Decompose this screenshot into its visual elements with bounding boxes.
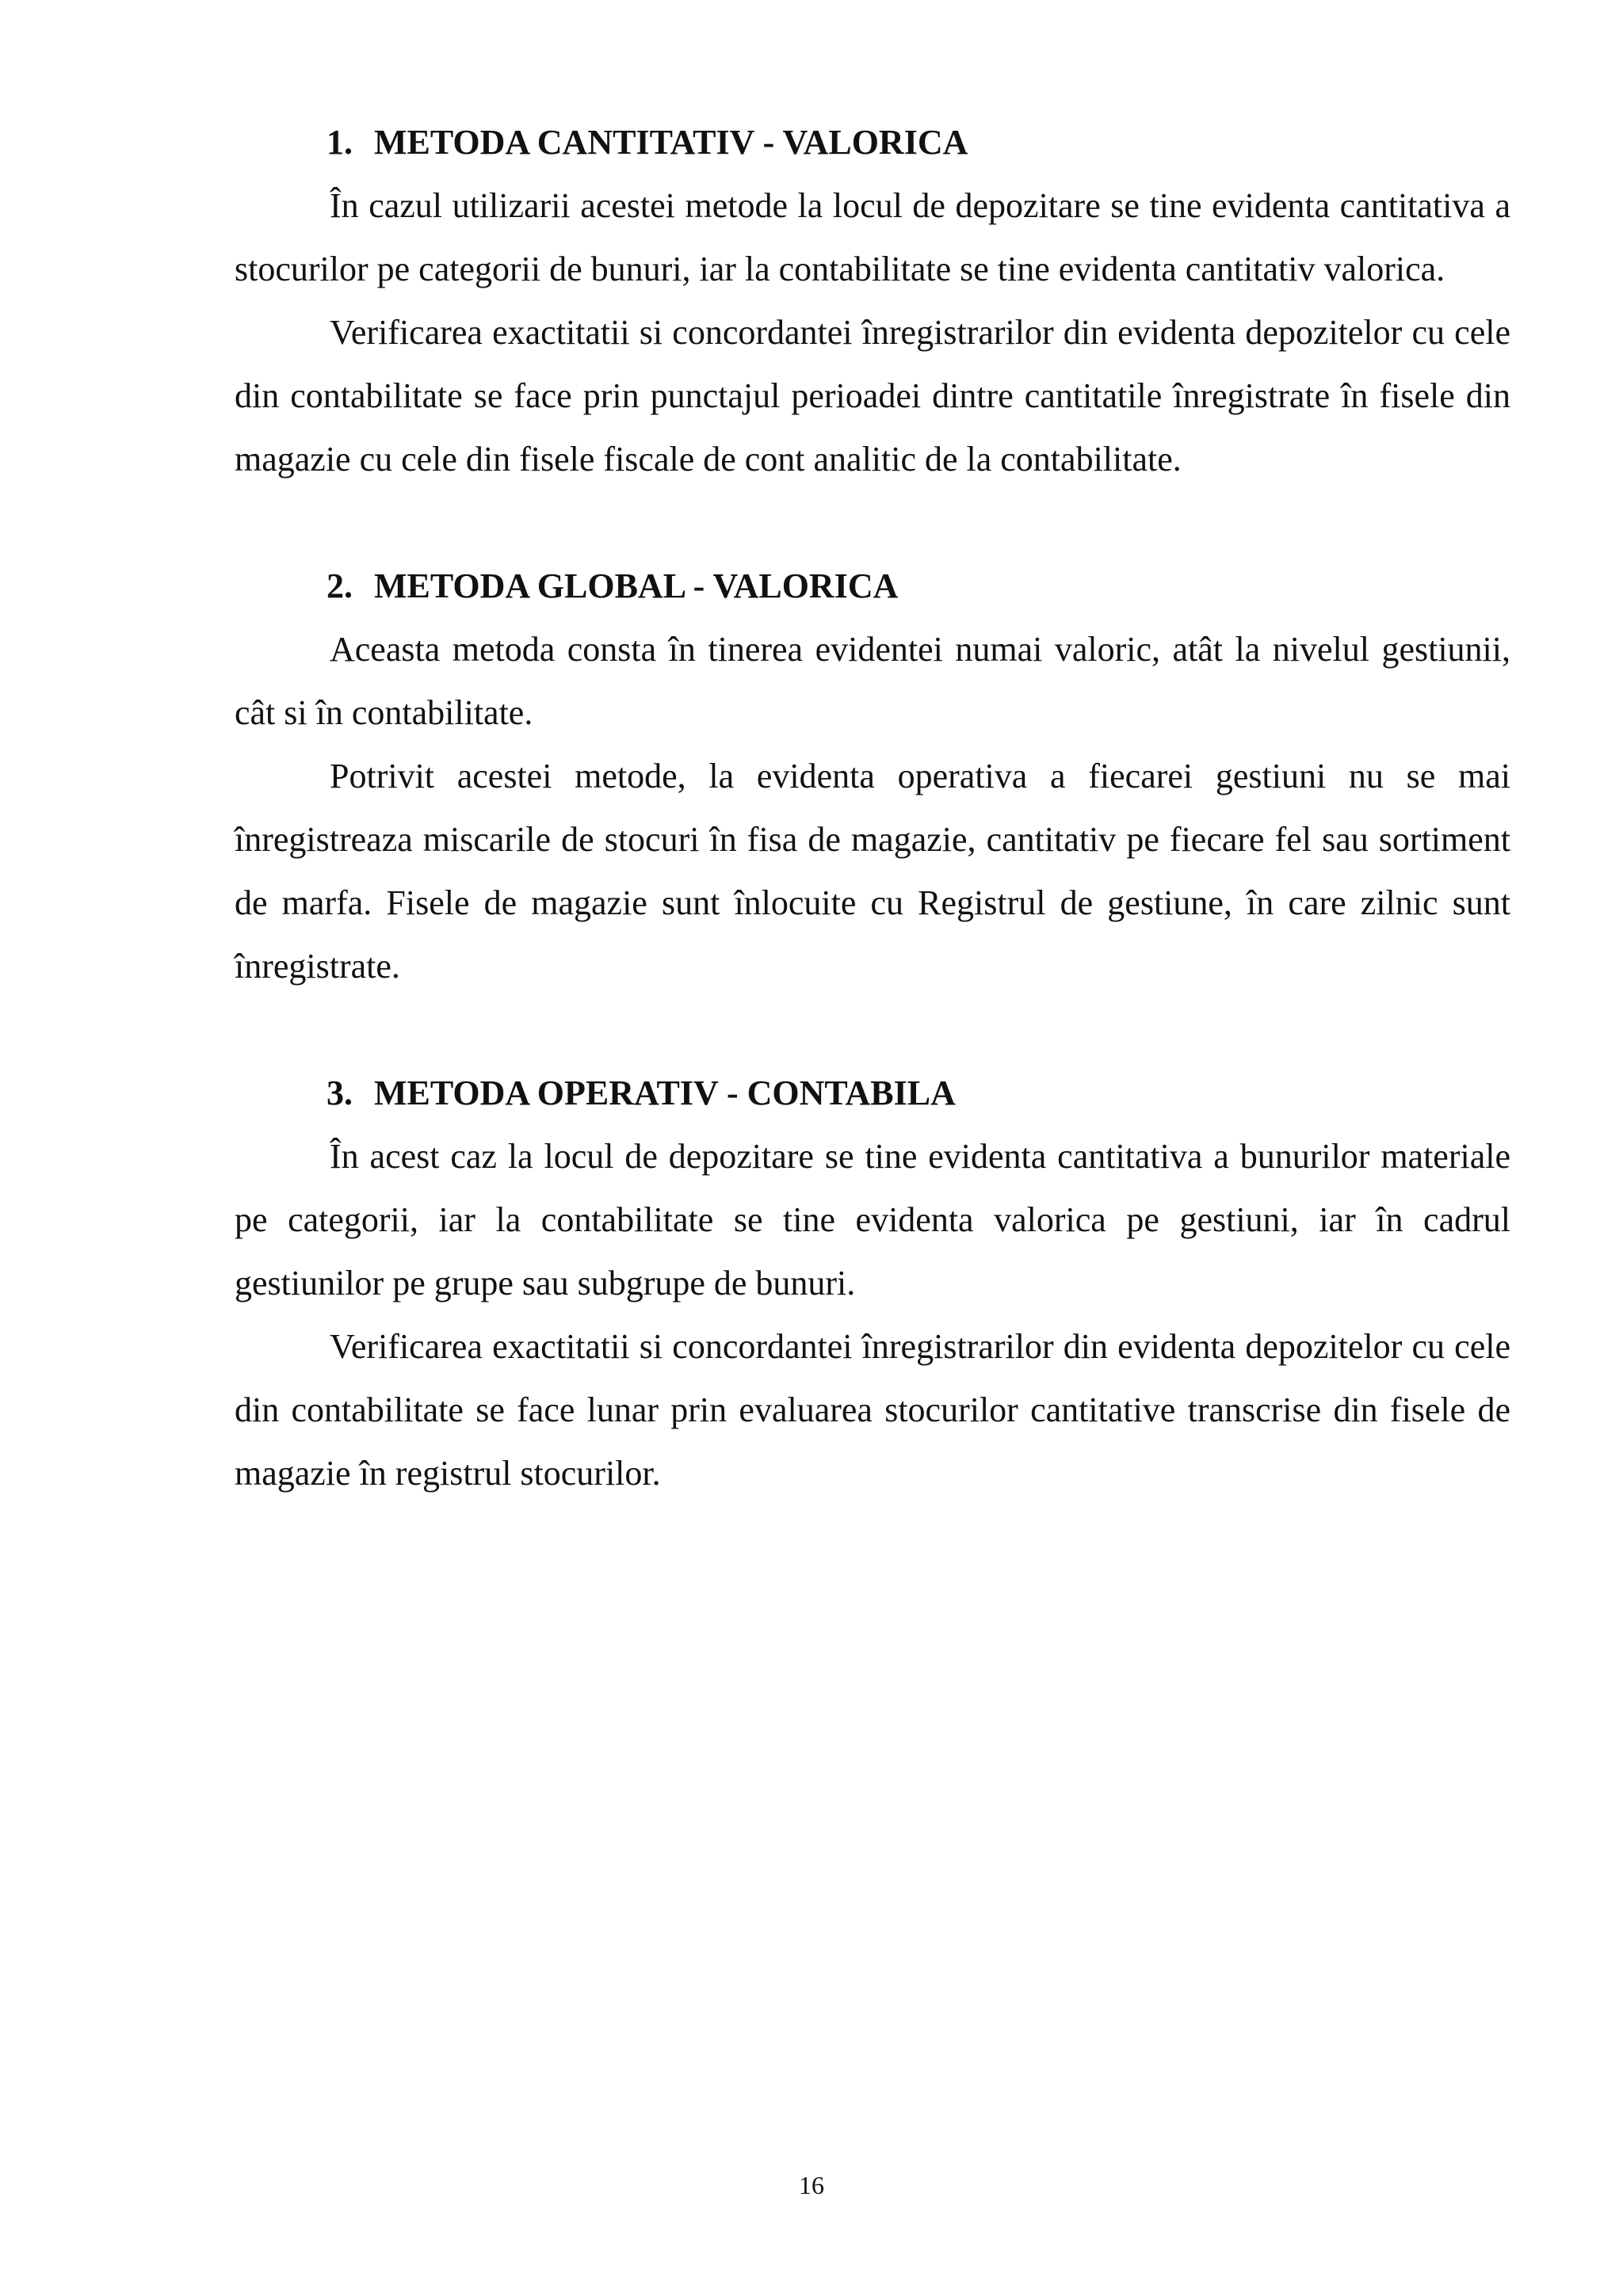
paragraph: Potrivit acestei metode, la evidenta operativa a fiecarei gestiuni nu se mai înregistreaza miscarile de stocuri în fisa de magazie, cantitativ pe fiecare fel sau sortiment de marfa. Fisele de magazie sunt înlocuite cu Registrul de gestiune, în care zilnic sunt înregistrate. (235, 757, 1510, 986)
paragraph: În cazul utilizarii acestei metode la locul de depozitare se tine evidenta cantitativa a stocurilor pe categorii de bunuri, iar la contabilitate se tine evidenta cantitativ valorica. (235, 186, 1510, 288)
section-spacer (235, 491, 1510, 555)
paragraph: Aceasta metoda consta în tinerea evidentei numai valoric, atât la nivelul gestiunii, cât si în contabilitate. (235, 630, 1510, 732)
section-heading-3 (235, 1062, 1510, 1125)
paragraph: În acest caz la locul de depozitare se tine evidenta cantitativa a bunurilor materiale pe categorii, iar la contabilitate se tine evidenta valorica pe gestiuni, iar în cadrul gestiunilor pe grupe sau subgrupe de bunuri. (235, 1137, 1510, 1302)
page-content (235, 111, 1510, 1505)
section-title: METODA GLOBAL - VALORICA (374, 566, 899, 605)
section-title: METODA CANTITATIV - VALORICA (374, 123, 968, 162)
section-number: 1. (327, 123, 353, 162)
paragraph: Verificarea exactitatii si concordantei înregistrarilor din evidenta depozitelor cu cele din contabilitate se face lunar prin evaluarea stocurilor cantitative transcrise din fisele de magazie în registrul stocurilor. (235, 1327, 1510, 1493)
paragraph: Verificarea exactitatii si concordantei înregistrarilor din evidenta depozitelor cu cele din contabilitate se face prin punctajul perioadei dintre cantitatile înregistrate în fisele din magazie cu cele din fisele fiscale de cont analitic de la contabilitate. (235, 313, 1510, 479)
section-number: 3. (327, 1074, 353, 1112)
section-title: METODA OPERATIV - CONTABILA (374, 1074, 956, 1112)
section-heading-1 (235, 111, 1510, 174)
section-number: 2. (327, 566, 353, 605)
page-number: 16 (799, 2171, 824, 2199)
section-heading-2 (235, 555, 1510, 618)
section-spacer (235, 998, 1510, 1062)
